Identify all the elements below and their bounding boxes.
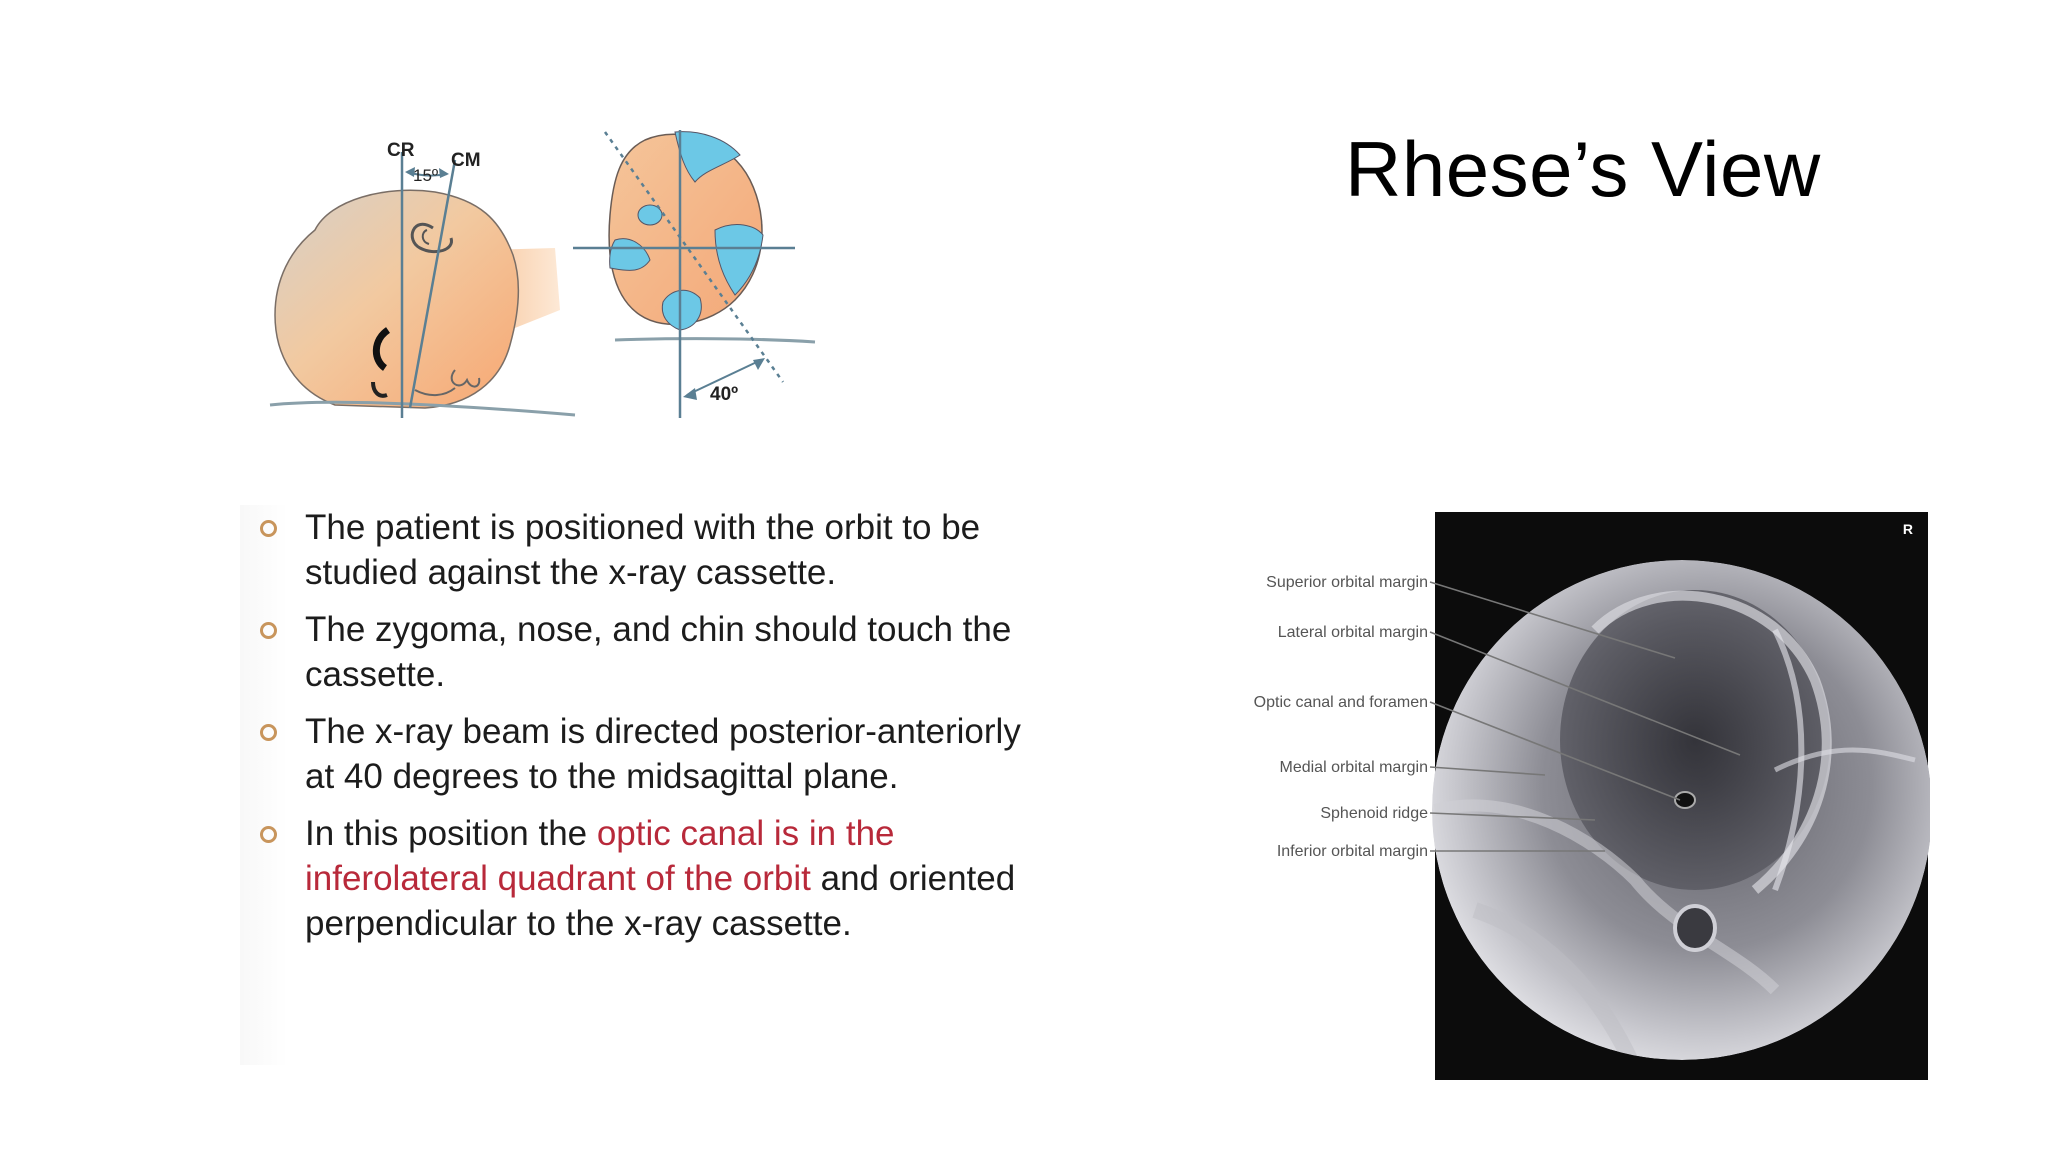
side-view-head	[270, 190, 575, 415]
bullet-text: The zygoma, nose, and chin should touch the cassette.	[305, 610, 1012, 694]
bullet-panel	[240, 505, 1040, 1065]
angle-15-label: 15º	[413, 166, 439, 185]
xray-label: Sphenoid ridge	[1320, 805, 1428, 822]
bullet-text: The patient is positioned with the orbit to be studied against the x-ray cassette.	[305, 508, 981, 592]
xray-figure	[1215, 510, 1930, 1080]
positioning-diagram-svg	[255, 120, 875, 420]
bullet-text-after: and oriented perpendicular to the x-ray cassette.	[305, 859, 1016, 943]
xray-svg	[1215, 510, 1930, 1080]
bullet-item	[240, 709, 1040, 799]
angle-40-label: 40º	[710, 384, 739, 405]
bullet-circle-icon	[260, 826, 277, 843]
bullet-circle-icon	[260, 622, 277, 639]
xray-label: Inferior orbital margin	[1276, 843, 1428, 860]
cr-label: CR	[387, 140, 415, 161]
xray-label: Lateral orbital margin	[1277, 624, 1428, 641]
bullet-list	[240, 505, 1040, 946]
top-view-head	[609, 132, 815, 342]
bullet-circle-icon	[260, 520, 277, 537]
bullet-text-before: In this position the	[305, 814, 597, 853]
bullet-circle-icon	[260, 724, 277, 741]
positioning-diagram	[255, 120, 875, 420]
bullet-item	[240, 505, 1040, 595]
bullet-text: The x-ray beam is directed posterior-anteriorly at 40 degrees to the midsagittal plane.	[305, 712, 1021, 796]
xray-label: Optic canal and foramen	[1253, 694, 1428, 711]
bullet-highlight: optic canal is in the inferolateral quadrant of the orbit	[305, 814, 895, 898]
xray-corner-marker: R	[1902, 521, 1913, 537]
xray-label: Medial orbital margin	[1279, 759, 1428, 776]
bullet-item	[240, 811, 1040, 946]
slide-title: Rhese’s View	[1345, 125, 1821, 213]
xray-label: Superior orbital margin	[1266, 574, 1428, 591]
cm-label: CM	[451, 150, 481, 171]
bullet-item	[240, 607, 1040, 697]
